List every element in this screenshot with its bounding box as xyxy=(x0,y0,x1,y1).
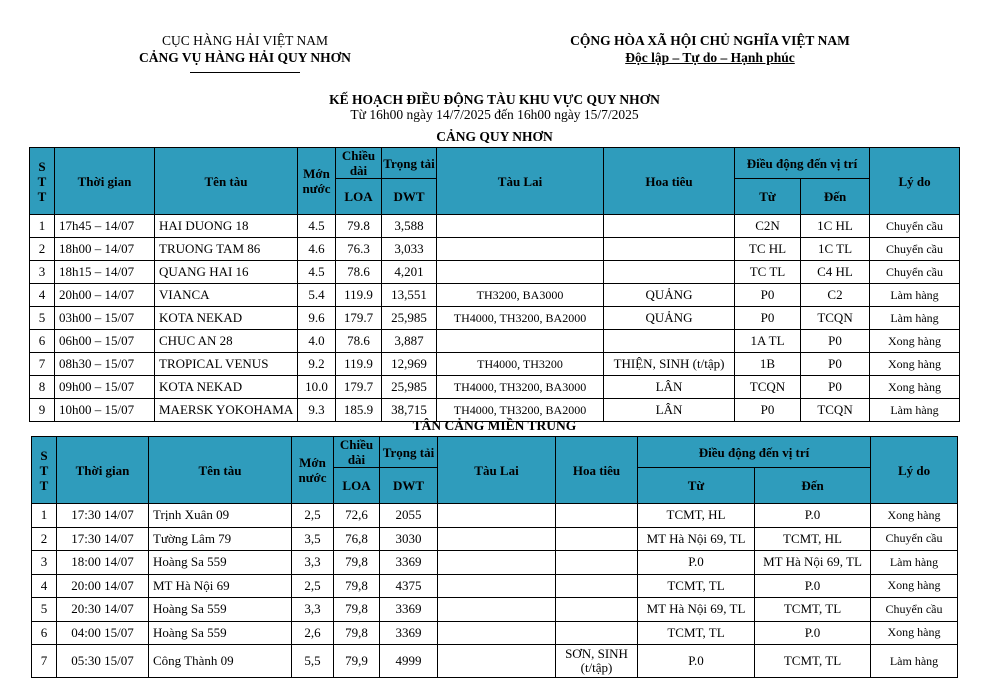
table-row xyxy=(30,353,960,376)
cell-to: MT Hà Nội 69, TL xyxy=(755,551,871,575)
cell-reason: Làm hàng xyxy=(871,551,958,575)
cell-draft: 10.0 xyxy=(298,376,336,399)
cell-loa: 179.7 xyxy=(336,307,382,330)
cell-time: 18h00 – 14/07 xyxy=(55,238,155,261)
cell-to: TCQN xyxy=(801,399,870,422)
cell-dwt: 3369 xyxy=(380,551,438,575)
cell-from: TCMT, HL xyxy=(638,504,755,528)
table-row xyxy=(32,574,958,598)
header-to: Đến xyxy=(755,468,871,504)
cell-pilot xyxy=(604,261,735,284)
cell-draft: 9.3 xyxy=(298,399,336,422)
cell-stt: 5 xyxy=(30,307,55,330)
cell-dwt: 12,969 xyxy=(382,353,437,376)
header-stt: S T T xyxy=(32,437,57,504)
cell-loa: 119.9 xyxy=(336,353,382,376)
cell-dwt: 3,033 xyxy=(382,238,437,261)
cell-time: 20:00 14/07 xyxy=(57,574,149,598)
cell-tug: TH4000, TH3200, BA2000 xyxy=(437,399,604,422)
table-row xyxy=(32,598,958,622)
cell-from: P0 xyxy=(735,399,801,422)
country-name: CỘNG HÒA XÃ HỘI CHỦ NGHĨA VIỆT NAM xyxy=(570,33,850,48)
cell-stt: 6 xyxy=(32,621,57,645)
cell-dwt: 4,201 xyxy=(382,261,437,284)
header-from: Từ xyxy=(638,468,755,504)
table-row xyxy=(30,330,960,353)
cell-dwt: 25,985 xyxy=(382,376,437,399)
table-row xyxy=(30,215,960,238)
cell-draft: 5,5 xyxy=(292,645,334,678)
cell-time: 20h00 – 14/07 xyxy=(55,284,155,307)
header-move: Điều động đến vị trí xyxy=(638,437,871,468)
cell-tug: TH3200, BA3000 xyxy=(437,284,604,307)
cell-draft: 4.6 xyxy=(298,238,336,261)
cell-reason: Xong hàng xyxy=(870,376,960,399)
cell-time: 18:00 14/07 xyxy=(57,551,149,575)
cell-from: TC TL xyxy=(735,261,801,284)
cell-reason: Xong hàng xyxy=(871,504,958,528)
table-row xyxy=(30,238,960,261)
cell-dwt: 25,985 xyxy=(382,307,437,330)
cell-ship: QUANG HAI 16 xyxy=(155,261,298,284)
header-tug: Tàu Lai xyxy=(438,437,556,504)
cell-dwt: 3030 xyxy=(380,527,438,551)
cell-time: 08h30 – 15/07 xyxy=(55,353,155,376)
cell-stt: 1 xyxy=(32,504,57,528)
cell-loa: 119.9 xyxy=(336,284,382,307)
cell-draft: 3,3 xyxy=(292,551,334,575)
cell-from: 1B xyxy=(735,353,801,376)
agency-divider xyxy=(190,72,300,73)
cell-ship: KOTA NEKAD xyxy=(155,376,298,399)
header-stt: S T T xyxy=(30,148,55,215)
cell-tug xyxy=(438,551,556,575)
header-time: Thời gian xyxy=(55,148,155,215)
header-draft: Mớn nước xyxy=(292,437,334,504)
cell-tug xyxy=(437,238,604,261)
cell-ship: KOTA NEKAD xyxy=(155,307,298,330)
cell-from: P.0 xyxy=(638,551,755,575)
cell-dwt: 38,715 xyxy=(382,399,437,422)
cell-tug: TH4000, TH3200 xyxy=(437,353,604,376)
header-length: Chiều dài xyxy=(334,437,380,468)
cell-loa: 79.8 xyxy=(336,215,382,238)
cell-stt: 7 xyxy=(32,645,57,678)
cell-stt: 7 xyxy=(30,353,55,376)
table-row xyxy=(32,621,958,645)
header-loa: LOA xyxy=(336,179,382,215)
cell-draft: 9.6 xyxy=(298,307,336,330)
cell-draft: 2,6 xyxy=(292,621,334,645)
cell-tug xyxy=(437,261,604,284)
cell-to: TCMT, HL xyxy=(755,527,871,551)
cell-stt: 2 xyxy=(32,527,57,551)
cell-loa: 185.9 xyxy=(336,399,382,422)
cell-time: 06h00 – 15/07 xyxy=(55,330,155,353)
cell-tug xyxy=(438,504,556,528)
cell-pilot: SƠN, SINH (t/tập) xyxy=(556,645,638,678)
cell-to: 1C TL xyxy=(801,238,870,261)
cell-draft: 2,5 xyxy=(292,574,334,598)
header-ship: Tên tàu xyxy=(149,437,292,504)
cell-reason: Chuyển cầu xyxy=(871,527,958,551)
cell-reason: Xong hàng xyxy=(871,574,958,598)
table-row xyxy=(30,376,960,399)
cell-dwt: 4999 xyxy=(380,645,438,678)
section-title-quy-nhon: CẢNG QUY NHƠN xyxy=(436,129,553,144)
cell-loa: 79,8 xyxy=(334,551,380,575)
cell-time: 09h00 – 15/07 xyxy=(55,376,155,399)
cell-pilot xyxy=(604,330,735,353)
cell-dwt: 2055 xyxy=(380,504,438,528)
cell-ship: Hoàng Sa 559 xyxy=(149,598,292,622)
header-ship: Tên tàu xyxy=(155,148,298,215)
header-time: Thời gian xyxy=(57,437,149,504)
cell-stt: 4 xyxy=(32,574,57,598)
cell-loa: 76,8 xyxy=(334,527,380,551)
schedule-table-tan-cang xyxy=(31,436,958,678)
cell-time: 17h45 – 14/07 xyxy=(55,215,155,238)
cell-draft: 4.5 xyxy=(298,215,336,238)
cell-loa: 79,8 xyxy=(334,621,380,645)
cell-pilot xyxy=(556,504,638,528)
cell-pilot: QUẢNG xyxy=(604,307,735,330)
cell-reason: Xong hàng xyxy=(870,330,960,353)
document-title: KẾ HOẠCH ĐIỀU ĐỘNG TÀU KHU VỰC QUY NHƠN xyxy=(329,92,660,107)
header-move: Điều động đến vị trí xyxy=(735,148,870,179)
header-pilot: Hoa tiêu xyxy=(556,437,638,504)
cell-draft: 4.5 xyxy=(298,261,336,284)
cell-from: P0 xyxy=(735,284,801,307)
cell-time: 20:30 14/07 xyxy=(57,598,149,622)
cell-pilot: QUẢNG xyxy=(604,284,735,307)
cell-time: 03h00 – 15/07 xyxy=(55,307,155,330)
cell-tug: TH4000, TH3200, BA3000 xyxy=(437,376,604,399)
table-row xyxy=(32,551,958,575)
cell-ship: VIANCA xyxy=(155,284,298,307)
header-length: Chiều dài xyxy=(336,148,382,179)
header-tug: Tàu Lai xyxy=(437,148,604,215)
cell-time: 04:00 15/07 xyxy=(57,621,149,645)
cell-reason: Chuyển cầu xyxy=(870,238,960,261)
cell-dwt: 3,887 xyxy=(382,330,437,353)
cell-ship: Trịnh Xuân 09 xyxy=(149,504,292,528)
schedule-table-quy-nhon xyxy=(29,147,960,422)
header-from: Từ xyxy=(735,179,801,215)
cell-reason: Chuyển cầu xyxy=(870,215,960,238)
cell-time: 17:30 14/07 xyxy=(57,527,149,551)
cell-ship: MT Hà Nội 69 xyxy=(149,574,292,598)
cell-to: 1C HL xyxy=(801,215,870,238)
cell-to: P0 xyxy=(801,330,870,353)
cell-draft: 3,5 xyxy=(292,527,334,551)
cell-pilot xyxy=(556,551,638,575)
national-header xyxy=(540,32,880,66)
cell-reason: Làm hàng xyxy=(871,645,958,678)
table-row xyxy=(32,504,958,528)
cell-to: TCMT, TL xyxy=(755,645,871,678)
cell-ship: TRUONG TAM 86 xyxy=(155,238,298,261)
cell-tug xyxy=(438,621,556,645)
cell-loa: 76.3 xyxy=(336,238,382,261)
cell-from: C2N xyxy=(735,215,801,238)
agency-header xyxy=(120,32,370,66)
agency-name: CẢNG VỤ HÀNG HẢI QUY NHƠN xyxy=(139,50,351,65)
cell-loa: 78.6 xyxy=(336,261,382,284)
cell-time: 18h15 – 14/07 xyxy=(55,261,155,284)
cell-to: P0 xyxy=(801,376,870,399)
cell-to: C2 xyxy=(801,284,870,307)
cell-tug xyxy=(438,598,556,622)
cell-stt: 6 xyxy=(30,330,55,353)
cell-stt: 2 xyxy=(30,238,55,261)
cell-to: P0 xyxy=(801,353,870,376)
cell-reason: Xong hàng xyxy=(870,353,960,376)
cell-to: P.0 xyxy=(755,621,871,645)
cell-reason: Làm hàng xyxy=(870,399,960,422)
cell-pilot: THIỆN, SINH (t/tập) xyxy=(604,353,735,376)
cell-draft: 9.2 xyxy=(298,353,336,376)
cell-dwt: 4375 xyxy=(380,574,438,598)
header-reason: Lý do xyxy=(871,437,958,504)
header-to: Đến xyxy=(801,179,870,215)
cell-loa: 78.6 xyxy=(336,330,382,353)
cell-stt: 3 xyxy=(32,551,57,575)
cell-dwt: 3,588 xyxy=(382,215,437,238)
cell-pilot xyxy=(604,215,735,238)
cell-ship: TROPICAL VENUS xyxy=(155,353,298,376)
cell-tug xyxy=(438,574,556,598)
cell-pilot: LÂN xyxy=(604,376,735,399)
cell-from: TC HL xyxy=(735,238,801,261)
table-row xyxy=(32,645,958,678)
cell-dwt: 13,551 xyxy=(382,284,437,307)
cell-pilot xyxy=(556,527,638,551)
cell-from: TCMT, TL xyxy=(638,574,755,598)
cell-ship: Hoàng Sa 559 xyxy=(149,621,292,645)
cell-from: 1A TL xyxy=(735,330,801,353)
cell-ship: HAI DUONG 18 xyxy=(155,215,298,238)
header-dwt: DWT xyxy=(380,468,438,504)
header-reason: Lý do xyxy=(870,148,960,215)
cell-from: MT Hà Nội 69, TL xyxy=(638,598,755,622)
table-row xyxy=(32,527,958,551)
header-loa: LOA xyxy=(334,468,380,504)
cell-from: MT Hà Nội 69, TL xyxy=(638,527,755,551)
cell-time: 17:30 14/07 xyxy=(57,504,149,528)
cell-dwt: 3369 xyxy=(380,598,438,622)
table-row xyxy=(30,307,960,330)
cell-reason: Chuyển cầu xyxy=(871,598,958,622)
cell-reason: Chuyển cầu xyxy=(870,261,960,284)
national-motto: Độc lập – Tự do – Hạnh phúc xyxy=(625,50,795,65)
header-draft: Mớn nước xyxy=(298,148,336,215)
cell-pilot xyxy=(604,238,735,261)
document-subtitle: Từ 16h00 ngày 14/7/2025 đến 16h00 ngày 15/7/2025 xyxy=(350,107,639,122)
cell-time: 10h00 – 15/07 xyxy=(55,399,155,422)
cell-tug xyxy=(437,215,604,238)
cell-stt: 5 xyxy=(32,598,57,622)
cell-draft: 5.4 xyxy=(298,284,336,307)
cell-ship: Hoàng Sa 559 xyxy=(149,551,292,575)
cell-reason: Làm hàng xyxy=(870,307,960,330)
cell-reason: Xong hàng xyxy=(871,621,958,645)
cell-tug xyxy=(438,527,556,551)
table-row xyxy=(30,284,960,307)
cell-ship: CHUC AN 28 xyxy=(155,330,298,353)
cell-to: TCMT, TL xyxy=(755,598,871,622)
cell-pilot: LÂN xyxy=(604,399,735,422)
cell-ship: Công Thành 09 xyxy=(149,645,292,678)
cell-tug xyxy=(438,645,556,678)
cell-loa: 72,6 xyxy=(334,504,380,528)
cell-loa: 79,9 xyxy=(334,645,380,678)
cell-from: P0 xyxy=(735,307,801,330)
cell-stt: 8 xyxy=(30,376,55,399)
cell-pilot xyxy=(556,621,638,645)
cell-time: 05:30 15/07 xyxy=(57,645,149,678)
cell-to: P.0 xyxy=(755,504,871,528)
cell-dwt: 3369 xyxy=(380,621,438,645)
cell-stt: 3 xyxy=(30,261,55,284)
cell-loa: 179.7 xyxy=(336,376,382,399)
table-row xyxy=(30,399,960,422)
cell-to: TCQN xyxy=(801,307,870,330)
cell-loa: 79,8 xyxy=(334,598,380,622)
cell-from: TCMT, TL xyxy=(638,621,755,645)
cell-draft: 4.0 xyxy=(298,330,336,353)
table-row xyxy=(30,261,960,284)
cell-from: TCQN xyxy=(735,376,801,399)
cell-from: P.0 xyxy=(638,645,755,678)
cell-tug: TH4000, TH3200, BA2000 xyxy=(437,307,604,330)
cell-reason: Làm hàng xyxy=(870,284,960,307)
header-tonnage: Trọng tải xyxy=(380,437,438,468)
agency-parent-name: CỤC HÀNG HẢI VIỆT NAM xyxy=(161,33,328,48)
cell-to: C4 HL xyxy=(801,261,870,284)
cell-to: P.0 xyxy=(755,574,871,598)
cell-pilot xyxy=(556,574,638,598)
cell-loa: 79,8 xyxy=(334,574,380,598)
header-tonnage: Trọng tải xyxy=(382,148,437,179)
cell-draft: 2,5 xyxy=(292,504,334,528)
cell-ship: MAERSK YOKOHAMA xyxy=(155,399,298,422)
cell-ship: Tường Lâm 79 xyxy=(149,527,292,551)
cell-stt: 4 xyxy=(30,284,55,307)
cell-pilot xyxy=(556,598,638,622)
cell-draft: 3,3 xyxy=(292,598,334,622)
cell-tug xyxy=(437,330,604,353)
header-dwt: DWT xyxy=(382,179,437,215)
cell-stt: 9 xyxy=(30,399,55,422)
section-title-tan-cang: TÂN CẢNG MIỀN TRUNG xyxy=(412,418,577,433)
header-pilot: Hoa tiêu xyxy=(604,148,735,215)
cell-stt: 1 xyxy=(30,215,55,238)
